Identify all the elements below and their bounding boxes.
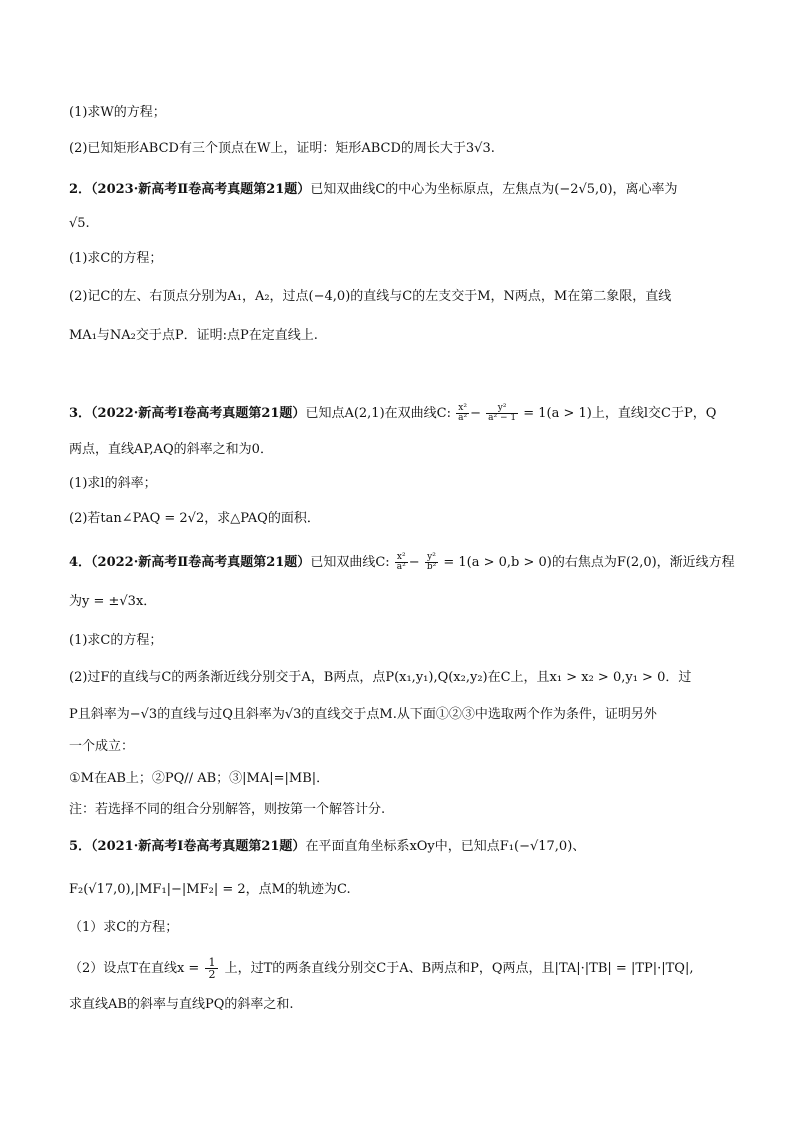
problem-2-stem-cont: √5. bbox=[69, 216, 90, 231]
problem-4-part2-cont1: P且斜率为−√3的直线与过Q且斜率为√3的直线交于点M.从下面①②③中选取两个作为条件，证明另外 bbox=[69, 707, 657, 722]
minus-sign-b: − bbox=[408, 555, 420, 570]
problem-2-part2-cont: MA₁与NA₂交于点P．证明:点P在定直线上. bbox=[69, 328, 318, 343]
q1-part2 bbox=[69, 140, 495, 158]
problem-3-part2: (2)若tan∠PAQ = 2√2，求△PAQ的面积． bbox=[69, 511, 320, 526]
problem-4-options: ①M在AB上；②PQ// AB；③|MA|=|MB|． bbox=[69, 771, 330, 786]
problem-5-stem bbox=[69, 838, 585, 856]
problem-5-header: 5．（2021·新高考Ⅰ卷高考真题第21题） bbox=[69, 839, 306, 854]
problem-4-stem bbox=[69, 553, 735, 572]
problem-4-stem-cont: 为y = ±√3x． bbox=[69, 594, 157, 609]
problem-3-text-a: 已知点A(2,1)在双曲线C: bbox=[305, 406, 451, 421]
fraction-one-half: $\frac{1}{2}$ bbox=[205, 957, 218, 980]
q1-part2-text: (2)已知矩形ABCD有三个顶点在W上，证明：矩形ABCD的周长大于3 bbox=[69, 141, 475, 156]
problem-4-part1: (1)求C的方程； bbox=[69, 633, 163, 648]
problem-5-part2-b: 上，过T的两条直线分别交C于A、B两点和P，Q两点，且|TA|·|TB| = |TP|·|TQ|, bbox=[224, 961, 694, 976]
problem-3-header: 3．（2022·新高考Ⅰ卷高考真题第21题） bbox=[69, 406, 306, 421]
problem-3-stem-cont: 两点，直线AP,AQ的斜率之和为0． bbox=[69, 442, 273, 457]
minus-sign: − bbox=[470, 406, 482, 421]
fraction-y2-b2: $\frac{\text{y²}}{\text{b²}}$ bbox=[426, 552, 437, 572]
problem-3-text-b: = 1(a > 1)上，直线l交C于P，Q bbox=[523, 406, 717, 421]
problem-5-part2 bbox=[69, 957, 693, 980]
problem-4-part2-cont2: 一个成立： bbox=[69, 739, 135, 754]
problem-2-stem bbox=[69, 181, 678, 199]
q1-part2-end: . bbox=[490, 141, 495, 156]
problem-2-header: 2．（2023·新高考Ⅱ卷高考真题第21题） bbox=[69, 182, 311, 197]
fraction-y2-a2m1: $\frac{\text{y²}}{\text{a² − 1}}$ bbox=[488, 403, 517, 423]
problem-3-part1: (1)求l的斜率； bbox=[69, 476, 157, 491]
problem-4-part2: (2)过F的直线与C的两条渐近线分别交于A，B两点，点P(x₁,y₁),Q(x₂,y₂)在C上，且x₁ > x₂ > 0,y₁ > 0．过 bbox=[69, 670, 692, 685]
problem-2-part2: (2)记C的左、右顶点分别为A₁，A₂，过点(−4,0)的直线与C的左支交于M，N两点，M在第二象限，直线 bbox=[69, 289, 672, 304]
q1-part2-sqrt: √3 bbox=[474, 141, 491, 156]
problem-4-text-b: = 1(a > 0,b > 0)的右焦点为F(2,0)，渐近线方程 bbox=[443, 555, 735, 570]
fraction-x2-a2: $\frac{\text{x²}}{\text{a²}}$ bbox=[458, 403, 468, 423]
problem-2-part1: (1)求C的方程； bbox=[69, 251, 163, 266]
problem-2-text: 已知双曲线C的中心为坐标原点，左焦点为(−2√5,0)，离心率为 bbox=[310, 182, 678, 197]
problem-4-header: 4．（2022·新高考Ⅱ卷高考真题第21题） bbox=[69, 555, 311, 570]
problem-5-part2-cont: 求直线AB的斜率与直线PQ的斜率之和. bbox=[69, 997, 294, 1012]
problem-5-text: 在平面直角坐标系xOy中，已知点F₁(−√17,0)、 bbox=[305, 839, 586, 854]
problem-4-text-a: 已知双曲线C: bbox=[310, 555, 390, 570]
fraction-x2-a2-b: $\frac{\text{x²}}{\text{a²}}$ bbox=[396, 552, 406, 572]
problem-5-stem-cont: F₂(√17,0),|MF₁|−|MF₂| = 2，点M的轨迹为C. bbox=[69, 882, 351, 897]
problem-5-part1: （1）求C的方程； bbox=[69, 920, 179, 935]
problem-5-part2-a: （2）设点T在直线x = bbox=[69, 961, 200, 976]
problem-3-stem bbox=[69, 404, 716, 423]
problem-4-note: 注：若选择不同的组合分别解答，则按第一个解答计分. bbox=[69, 802, 386, 817]
q1-part1: (1)求W的方程； bbox=[69, 105, 166, 120]
